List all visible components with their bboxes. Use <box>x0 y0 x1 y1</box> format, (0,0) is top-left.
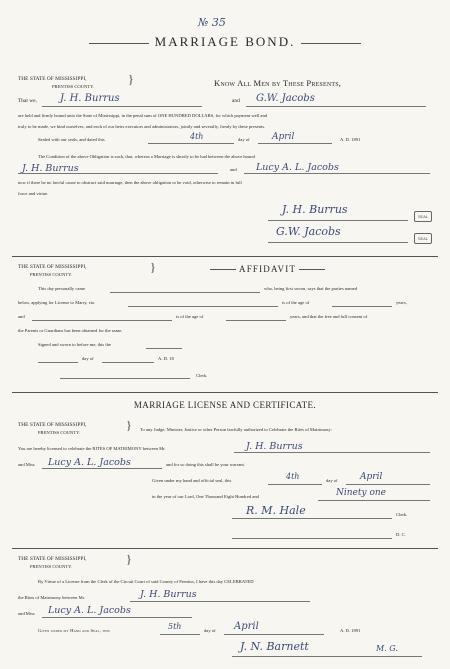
condition-groom: J. H. Burrus <box>22 163 79 174</box>
license-state: THE STATE OF MISSISSIPPI, <box>18 422 87 428</box>
affidavit-title: AFFIDAVIT <box>210 264 325 274</box>
certificate-county: PRENTISS COUNTY. <box>30 564 73 569</box>
that-we-label: That we, <box>18 98 37 104</box>
certificate-bride: Lucy A. L. Jacobs <box>48 605 131 616</box>
affidavit-line2a: below, applying for License to Marry, viz. <box>18 300 96 305</box>
bond-ad: A. D. 1891 <box>340 137 361 142</box>
affidavit-day-of: day of <box>82 356 94 361</box>
certificate-line3a: and Miss <box>18 611 35 616</box>
condition-line1: The Condition of the above Obligation is such, that, whereas a Marriage is shortly to be had between the above bound <box>38 154 255 159</box>
affidavit-clerk: Clerk. <box>196 373 208 378</box>
license-bride: Lucy A. L. Jacobs <box>48 457 131 468</box>
affidavit-line4: the Parents or Guardians has been obtained for the same. <box>18 328 123 333</box>
certificate-month: April <box>234 621 259 632</box>
affidavit-state: THE STATE OF MISSISSIPPI, <box>18 264 87 270</box>
sealed-label: Sealed with our seals, and dated this <box>38 137 105 142</box>
condition-line2: now if there be no lawful cause to obstruct said marriage, then the above obligation to be void, otherwise to remain in full <box>18 180 242 185</box>
license-day: 4th <box>286 472 300 481</box>
bond-para1-line2: truly to be made, we bind ourselves, and each of our heirs executors and administrators, jointly and severally, firmly by these presents. <box>18 124 266 129</box>
affidavit-ad: A. D. 18 <box>158 356 174 361</box>
bond-para1-line1: are held and firmly bound unto the State of Mississippi, in the penal sum of ONE HUNDRED DOLLARS, for which payment well and <box>18 113 268 118</box>
certificate-signature: J. N. Barnett <box>240 640 309 653</box>
license-day-of: day of <box>326 478 338 483</box>
condition-line3: force and virtue. <box>18 191 49 196</box>
affidavit-line1b: who, being first sworn, says that the parties named <box>264 286 358 291</box>
license-year-label: in the year of our Lord, One Thousand Eight Hundred and <box>152 494 259 499</box>
license-clerk-signature: R. M. Hale <box>246 504 306 517</box>
bond-name2: G.W. Jacobs <box>256 93 315 104</box>
know-all-men: Know All Men by These Presents, <box>214 78 342 88</box>
affidavit-line1a: This day personally came <box>38 286 86 291</box>
certificate-day-of: day of <box>204 628 216 633</box>
affidavit-line2c: years, <box>396 300 407 305</box>
certificate-state: THE STATE OF MISSISSIPPI, <box>18 556 87 562</box>
document-number: № 35 <box>198 16 226 29</box>
license-title: MARRIAGE LICENSE AND CERTIFICATE. <box>133 400 317 410</box>
affidavit-county: PRENTISS COUNTY. <box>30 272 73 277</box>
license-groom: J. H. Burrus <box>246 441 303 452</box>
license-given: Given under my hand and official seal, this <box>152 478 232 483</box>
license-line2a: and Miss <box>18 462 35 467</box>
affidavit-sworn: Signed and sworn to before me, this the <box>38 342 111 347</box>
bond-title: MARRIAGE BOND. <box>40 34 410 50</box>
affidavit-line3a: and <box>18 314 25 319</box>
affidavit-line2b: is of the age of <box>282 300 310 305</box>
license-clerk: Clerk. <box>396 512 408 517</box>
license-dc: D. C. <box>396 532 406 537</box>
bond-name1: J. H. Burrus <box>60 93 120 104</box>
seal-2: SEAL <box>414 233 432 244</box>
license-month: April <box>360 472 383 482</box>
bond-state: THE STATE OF MISSISSIPPI, <box>18 76 87 82</box>
bond-month: April <box>272 132 295 142</box>
seal-1: SEAL <box>414 211 432 222</box>
certificate-line2a: the Rites of Matrimony between Mr. <box>18 595 86 600</box>
condition-bride: Lucy A. L. Jacobs <box>256 162 339 173</box>
license-to-any: To any Judge, Minister, Justice or other Person lawfully authorized to Celebrate the Rites of Matrimony: <box>140 427 333 432</box>
affidavit-line3b: is of the age of <box>176 314 204 319</box>
condition-and: and <box>230 167 237 172</box>
certificate-given: Given under my Hand and Seal, this <box>38 628 110 633</box>
bond-signature-2: G.W. Jacobs <box>276 225 341 238</box>
marriage-bond-document: № 35 MARRIAGE BOND. THE STATE OF MISSISSIPPI, PRENTISS COUNTY. } Know All Men by These Presents, That we, J. H. Burrus and G.W. Jacobs are held and firmly bound unto the State of Mississippi, in the penal sum of ONE HUNDRED DOLLARS, for which payment well and truly to be made, we bind ourselves, and each of our heirs executors and administrators, jointly and severally, firmly by these presents. Sealed with our seals, and dated this 4th day of April A. D. 1891 The Condition of the above Obligation is such, that, whereas a Marriage is shortly to be had between the above bound J. H. Burrus and Lucy A. L. Jacobs now if there be no lawful cause to obstruct said marriage, then the above obligation to be void, otherwise to remain in full force and virtue. J. H. Burrus SEAL G.W. Jacobs SEAL THE STATE OF MISSISSIPPI, PRENTISS COUNTY. } AFFIDAVIT This day personally came who, being first sworn, says that the parties named below, applying for License to Marry, viz. is of the age of years, and is of the age of years, and that the free and full consent of the Parents or Guardians has been obtained for the same. Signed and sworn to before me, this the day of A. D. 18 Clerk. MARRIAGE LICENSE AND CERTIFICATE. THE STATE OF MISSISSIPPI, PRENTISS COUNTY. } To any Judge, Minister, Justice or other Person lawfully authorized to Celebrate the Rites of Matrimony: You are hereby licensed to celebrate the RITES OF MATRIMONY between Mr. J. H. Burrus and Miss Lucy A. L. Jacobs and for so doing this shall be your warrant. Given under my hand and official seal, this 4th day of April in the year of our Lord, One Thousand Eight Hundred and Ninety one R. M. Hale Clerk. D. C. THE STATE OF MISSISSIPPI, PRENTISS COUNTY. } By Virtue of a License from the Clerk of the Circuit Court of said County of Prentiss, I have this day CELEBRATED the Rites of Matrimony between Mr. J. H. Burrus and Miss Lucy A. L. Jacobs Given under my Hand and Seal, this 5th day of April A. D. 1891 J. N. Barnett M. G. <box>0 0 450 669</box>
certificate-groom: J. H. Burrus <box>140 589 197 600</box>
bond-and: and <box>232 98 240 104</box>
certificate-line1: By Virtue of a License from the Clerk of the Circuit Court of said County of Prentiss, I have this day CELEBRATED <box>38 579 254 584</box>
certificate-signature-title: M. G. <box>376 644 398 653</box>
license-line2b: and for so doing this shall be your warrant. <box>166 462 245 467</box>
affidavit-line3c: years, and that the free and full consent of <box>290 314 368 319</box>
bond-day: 4th <box>190 132 204 141</box>
certificate-day: 5th <box>168 622 182 631</box>
bond-signature-1: J. H. Burrus <box>282 203 348 216</box>
license-county: PRENTISS COUNTY. <box>38 430 81 435</box>
license-year: Ninety one <box>336 488 386 498</box>
certificate-ad: A. D. 1891 <box>340 628 361 633</box>
bond-county: PRENTISS COUNTY. <box>52 84 95 89</box>
bond-day-of: day of <box>238 137 250 142</box>
license-line1a: You are hereby licensed to celebrate the RITES OF MATRIMONY between Mr. <box>18 446 166 451</box>
